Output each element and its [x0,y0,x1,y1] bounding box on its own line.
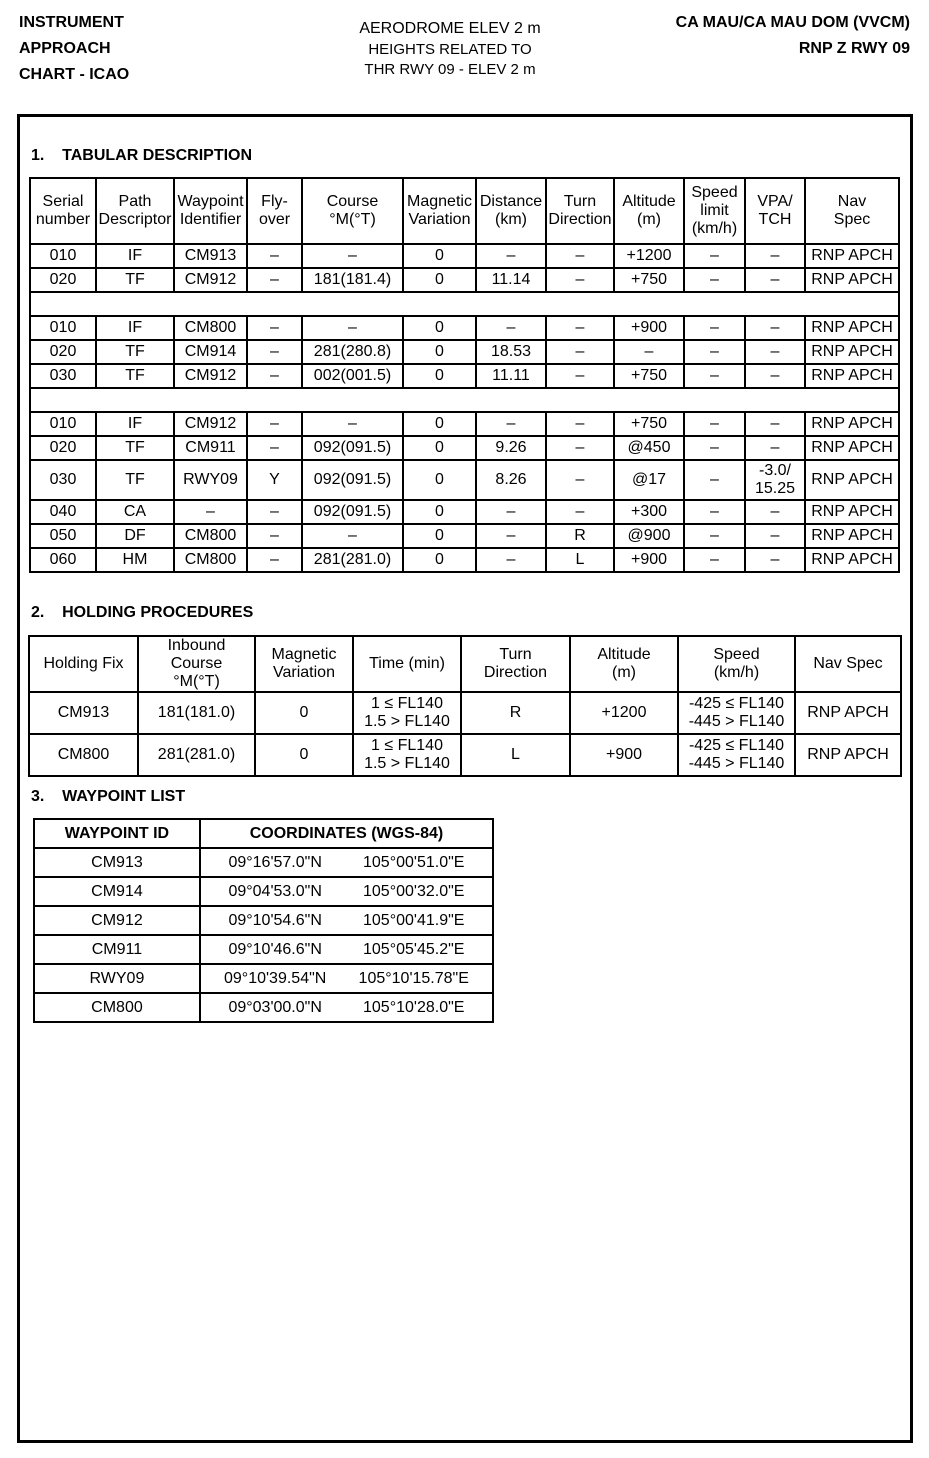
table-cell: L [546,548,614,572]
column-header [29,636,138,692]
table-cell: 9.26 [476,436,546,460]
table-cell: RNP APCH [805,548,899,572]
table-cell: +750 [614,268,684,292]
cell-line: Descriptor [98,211,172,228]
cell-line: Magnetic [407,193,472,210]
table-cell: TF [96,364,174,388]
column-header [678,636,795,692]
column-header [546,178,614,244]
table-cell: – [745,244,805,268]
longitude: 105°00'32.0"E [363,882,465,900]
cell-line: (km) [495,211,527,228]
cell-line: TCH [758,211,792,228]
table-cell: 0 [255,734,353,776]
column-header [247,178,302,244]
table-cell: – [302,412,403,436]
latitude: 09°10'39.54"N [224,969,327,987]
coordinate-pair [202,970,491,988]
table-row [34,964,493,993]
chart-type-line-2: APPROACH [19,40,111,57]
table-cell: – [476,524,546,548]
table-cell: 092(091.5) [302,436,403,460]
chart-type-label [19,10,129,88]
group-separator-cell [30,292,899,316]
table-cell: TF [96,340,174,364]
waypoint-list-table [33,818,494,1023]
table-cell: CM913 [29,692,138,734]
table-cell: – [476,244,546,268]
table-cell: – [247,268,302,292]
cell-line: Altitude [597,646,651,663]
table-row [30,500,899,524]
table-row [30,340,899,364]
table-row [34,993,493,1022]
cell-line: Time (min) [369,655,445,672]
table-cell: CM800 [29,734,138,776]
table-row [34,877,493,906]
table-cell: 281(281.0) [138,734,255,776]
table-cell: CM912 [174,364,247,388]
column-header [614,178,684,244]
table-cell: CM800 [174,548,247,572]
coordinate-pair [202,912,491,930]
table-cell: CM800 [174,524,247,548]
chart-type-line-3: CHART - ICAO [19,66,130,83]
table-cell: @900 [614,524,684,548]
table-cell: – [174,500,247,524]
column-header [461,636,570,692]
aerodrome-name: CA MAU/CA MAU DOM (VVCM) [675,14,910,31]
table-cell: – [745,340,805,364]
table-cell: 181(181.0) [138,692,255,734]
waypoint-coordinates [200,877,493,906]
column-header [302,178,403,244]
table-cell: 8.26 [476,460,546,500]
column-header [570,636,678,692]
table-row [30,244,899,268]
table-cell: 0 [403,340,476,364]
waypoint-id: RWY09 [34,964,200,993]
table-cell: – [684,340,745,364]
section-title-tabular: 1. TABULAR DESCRIPTION [31,147,253,164]
table-cell: 281(281.0) [302,548,403,572]
table-cell: 1 ≤ FL140 1.5 > FL140 [353,692,461,734]
column-header [795,636,901,692]
table-cell: R [546,524,614,548]
cell-line: Course [326,193,379,210]
table-row [29,734,901,776]
table-cell: – [546,500,614,524]
cell-line: Speed [713,646,760,663]
table-cell: 281(280.8) [302,340,403,364]
table-cell: +750 [614,412,684,436]
thr-elev: THR RWY 09 - ELEV 2 m [364,61,536,78]
cell-line: Inbound Course [167,637,226,672]
table-cell: – [684,548,745,572]
table-cell: RNP APCH [805,268,899,292]
waypoint-coordinates [200,935,493,964]
table-cell: 010 [30,412,96,436]
table-cell: CM914 [174,340,247,364]
table-cell: TF [96,268,174,292]
table-cell: 050 [30,524,96,548]
table-cell: 0 [403,364,476,388]
table-cell: – [614,340,684,364]
table-cell: – [745,548,805,572]
table-cell: RNP APCH [805,244,899,268]
table-cell: @450 [614,436,684,460]
table-cell: 020 [30,340,96,364]
section-title-holding: 2. HOLDING PROCEDURES [31,604,254,621]
longitude: 105°05'45.2"E [363,940,465,958]
longitude: 105°10'28.0"E [363,998,465,1016]
table-cell: DF [96,524,174,548]
waypoint-id: CM912 [34,906,200,935]
cell-line: Speed [691,184,738,201]
table-cell: CA [96,500,174,524]
latitude: 09°04'53.0"N [228,882,322,900]
group-separator-row [30,388,899,412]
table-cell: – [546,268,614,292]
table-cell: – [745,500,805,524]
coordinate-pair [202,854,491,872]
table-cell: – [745,268,805,292]
table-cell: – [546,436,614,460]
coordinate-pair [202,941,491,959]
table-cell: RNP APCH [805,340,899,364]
coordinate-pair [202,999,491,1017]
table-cell: 0 [255,692,353,734]
table-cell: – [302,524,403,548]
column-header [353,636,461,692]
table-cell: – [745,524,805,548]
cell-line: Holding Fix [43,655,124,672]
table-cell: 0 [403,268,476,292]
table-cell: – [247,340,302,364]
column-header [403,178,476,244]
waypoint-coordinates [200,906,493,935]
column-header [138,636,255,692]
table-cell: CM912 [174,412,247,436]
table-row [30,548,899,572]
table-cell: IF [96,244,174,268]
table-cell: RNP APCH [805,316,899,340]
longitude: 105°00'51.0"E [363,853,465,871]
table-cell: 030 [30,460,96,500]
cell-line: limit [700,202,729,219]
table-cell: – [684,436,745,460]
table-cell: RWY09 [174,460,247,500]
group-separator-cell [30,388,899,412]
cell-line: Turn [499,646,532,663]
waypoint-id: CM800 [34,993,200,1022]
table-cell: TF [96,436,174,460]
heights-related: HEIGHTS RELATED TO [368,41,532,58]
table-cell: +1200 [570,692,678,734]
table-cell: – [247,412,302,436]
column-header [255,636,353,692]
table-cell: – [546,340,614,364]
table-cell: – [546,412,614,436]
cell-line: Nav [837,193,867,210]
cell-line: (km/h) [713,664,760,681]
table-cell: 060 [30,548,96,572]
table-row [30,268,899,292]
cell-line: °M(°T) [173,673,220,690]
waypoint-id: CM914 [34,877,200,906]
waypoint-coordinates [200,964,493,993]
cell-line: Variation [273,664,335,681]
table-row [34,906,493,935]
cell-line: Turn [563,193,597,210]
table-cell: 030 [30,364,96,388]
table-cell: RNP APCH [795,692,901,734]
table-cell: RNP APCH [805,364,899,388]
table-cell: – [745,364,805,388]
table-cell: – [247,364,302,388]
waypoint-id: CM911 [34,935,200,964]
aerodrome-elevation-block [300,18,600,80]
table-cell: – [302,316,403,340]
table-cell: +900 [614,548,684,572]
cell-line: over [258,211,291,228]
table-cell: 1 ≤ FL140 1.5 > FL140 [353,734,461,776]
cell-line: Altitude [622,193,676,210]
section-title-waypoints: 3. WAYPOINT LIST [31,788,186,805]
cell-line: (m) [612,664,636,681]
latitude: 09°16'57.0"N [228,853,322,871]
table-cell: – [684,524,745,548]
table-cell: Y [247,460,302,500]
latitude: 09°10'54.6"N [228,911,322,929]
column-header [476,178,546,244]
table-cell: – [546,316,614,340]
table-cell: 092(091.5) [302,460,403,500]
table-cell: – [302,244,403,268]
table-cell: 020 [30,436,96,460]
table-cell: L [461,734,570,776]
column-header [805,178,899,244]
cell-line: Identifier [179,211,242,228]
table-cell: – [745,436,805,460]
cell-line: Distance [479,193,543,210]
waypoint-coordinates [200,848,493,877]
aerodrome-name-block [676,10,910,62]
table-cell: – [546,364,614,388]
table-cell: -3.0/ 15.25 [745,460,805,500]
table-cell: -425 ≤ FL140 -445 > FL140 [678,692,795,734]
table-cell: 010 [30,316,96,340]
procedure-name: RNP Z RWY 09 [798,40,910,57]
group-separator-row [30,292,899,316]
column-header [30,178,96,244]
table-cell: RNP APCH [805,460,899,500]
table-cell: 11.11 [476,364,546,388]
table-cell: IF [96,412,174,436]
table-cell: – [684,268,745,292]
table-cell: 0 [403,460,476,500]
table-row [34,935,493,964]
waypoint-coordinates [200,993,493,1022]
table-cell: -425 ≤ FL140 -445 > FL140 [678,734,795,776]
cell-line: (km/h) [691,220,738,237]
table-cell: 020 [30,268,96,292]
table-cell: R [461,692,570,734]
table-cell: 0 [403,316,476,340]
table-cell: – [745,412,805,436]
column-header [96,178,174,244]
latitude: 09°03'00.0"N [228,998,322,1016]
table-cell: – [546,244,614,268]
table-cell: – [476,316,546,340]
table-row [30,524,899,548]
table-cell: 010 [30,244,96,268]
longitude: 105°00'41.9"E [363,911,465,929]
cell-line: Variation [408,211,471,228]
table-cell: @17 [614,460,684,500]
waypoint-id: CM913 [34,848,200,877]
column-header [684,178,745,244]
table-cell: – [247,316,302,340]
cell-line: Path [118,193,152,210]
tabular-description-table [29,177,900,573]
table-cell: – [247,548,302,572]
table-cell: – [247,500,302,524]
table-cell: CM913 [174,244,247,268]
cell-line: VPA/ [757,193,793,210]
table-cell: – [476,548,546,572]
table-cell: TF [96,460,174,500]
cell-line: Waypoint [177,193,244,210]
cell-line: Direction [548,211,612,228]
table-cell: – [247,436,302,460]
cell-line: Nav Spec [813,655,883,672]
table-cell: – [546,460,614,500]
cell-line: Serial [42,193,84,210]
column-header [174,178,247,244]
cell-line: Spec [833,211,871,228]
table-cell: 092(091.5) [302,500,403,524]
table-cell: 002(001.5) [302,364,403,388]
cell-line: °M(°T) [329,211,376,228]
aerodrome-elev: AERODROME ELEV 2 m [359,20,541,37]
table-row [29,692,901,734]
table-cell: RNP APCH [805,412,899,436]
table-cell: 181(181.4) [302,268,403,292]
table-cell: – [684,412,745,436]
table-cell: 040 [30,500,96,524]
table-row [30,364,899,388]
table-cell: 0 [403,244,476,268]
cell-line: Direction [483,664,548,681]
cell-line: number [35,211,91,228]
table-cell: HM [96,548,174,572]
column-header [745,178,805,244]
table-cell: RNP APCH [805,500,899,524]
table-cell: – [684,316,745,340]
cell-line: (m) [637,211,661,228]
table-cell: +900 [570,734,678,776]
latitude: 09°10'46.6"N [228,940,322,958]
column-header: COORDINATES (WGS-84) [200,819,493,848]
table-cell: – [684,500,745,524]
table-cell: 0 [403,524,476,548]
table-cell: 0 [403,436,476,460]
cell-line: Magnetic [271,646,337,663]
longitude: 105°10'15.78"E [358,969,469,987]
table-row [30,460,899,500]
chart-type-line-1: INSTRUMENT [19,14,124,31]
table-cell: CM912 [174,268,247,292]
table-cell: CM800 [174,316,247,340]
table-cell: – [684,364,745,388]
cell-line: Fly- [261,193,288,210]
table-cell: – [684,244,745,268]
table-cell: 0 [403,412,476,436]
table-cell: – [247,244,302,268]
table-cell: – [684,460,745,500]
table-cell: 0 [403,548,476,572]
table-cell: – [476,500,546,524]
table-cell: – [247,524,302,548]
table-cell: RNP APCH [805,436,899,460]
table-row [30,436,899,460]
table-row [30,412,899,436]
coordinate-pair [202,883,491,901]
table-cell: +750 [614,364,684,388]
table-row [30,316,899,340]
table-cell: – [476,412,546,436]
table-cell: CM911 [174,436,247,460]
table-cell: +1200 [614,244,684,268]
column-header: WAYPOINT ID [34,819,200,848]
table-row [34,848,493,877]
table-cell: RNP APCH [795,734,901,776]
holding-procedures-table [28,635,902,777]
table-cell: 18.53 [476,340,546,364]
table-cell: IF [96,316,174,340]
table-cell: +900 [614,316,684,340]
table-cell: 11.14 [476,268,546,292]
table-cell: +300 [614,500,684,524]
table-cell: – [745,316,805,340]
table-cell: RNP APCH [805,524,899,548]
table-cell: 0 [403,500,476,524]
